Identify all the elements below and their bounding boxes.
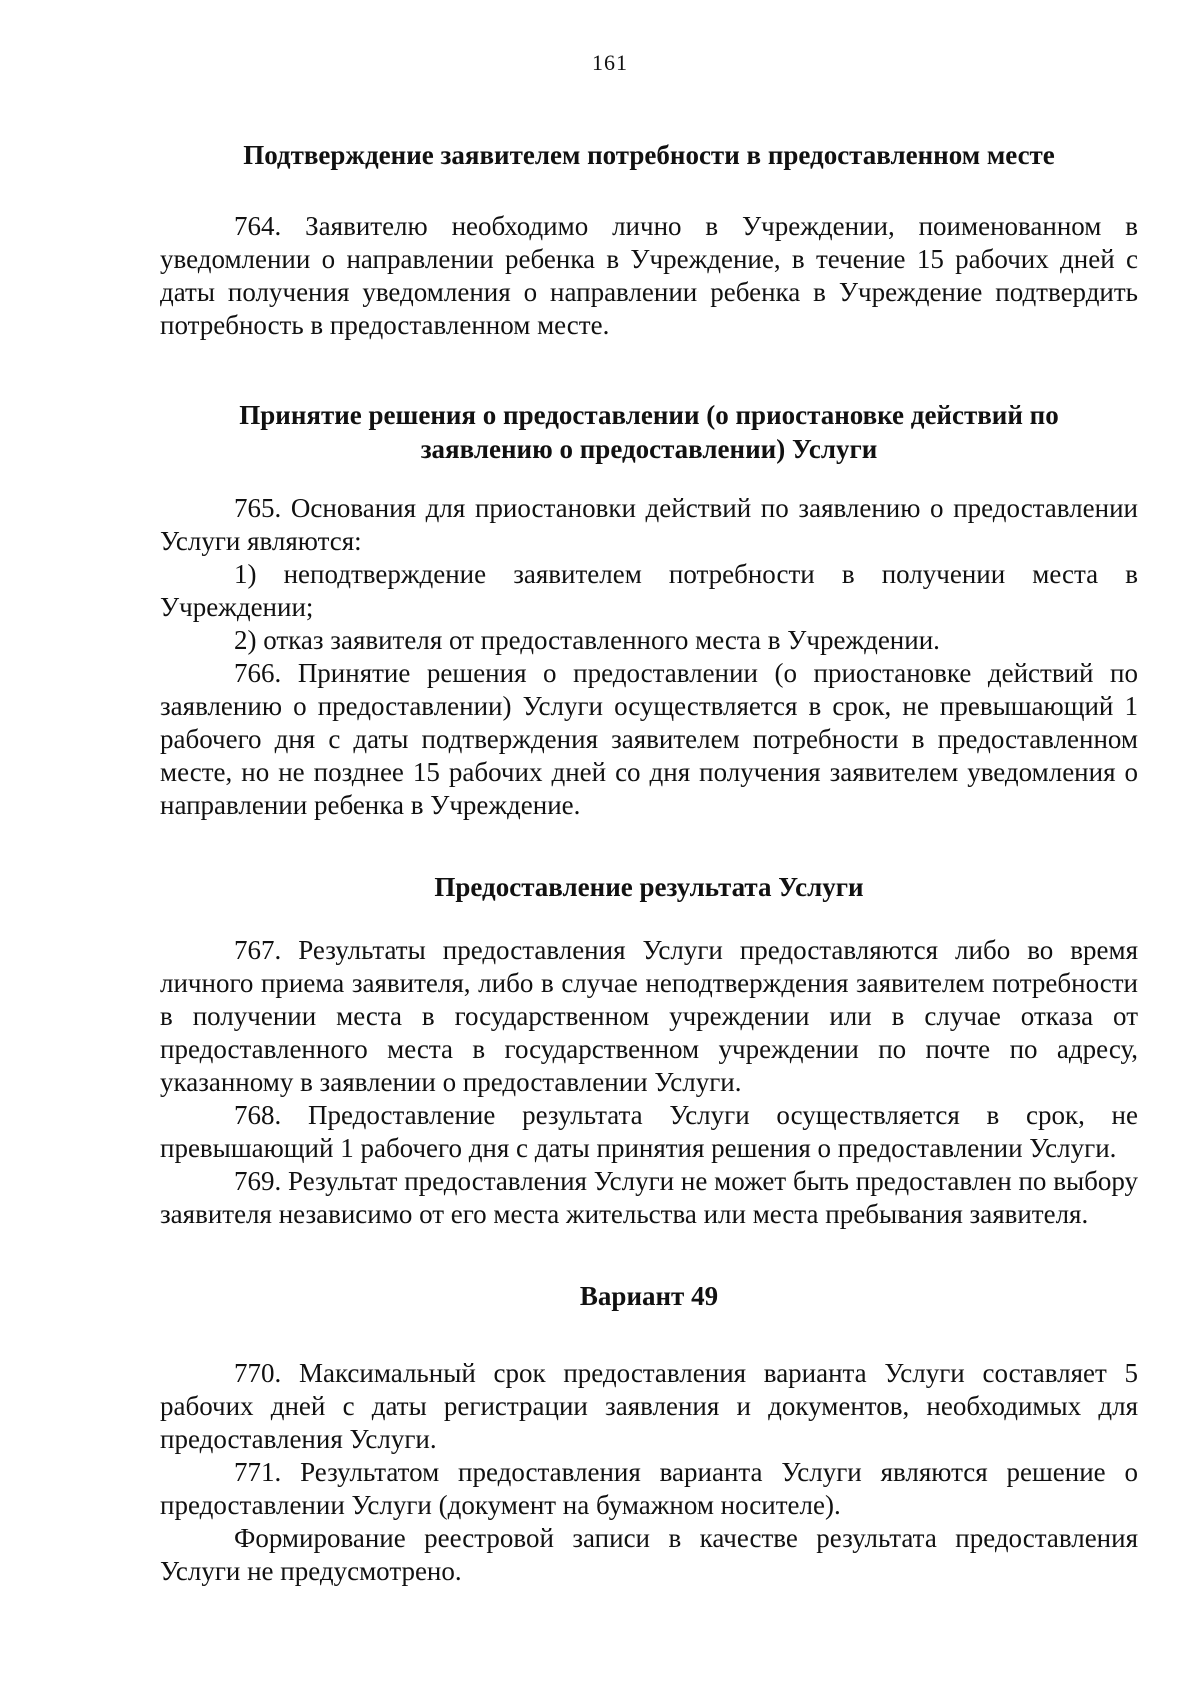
paragraph-770: 770. Максимальный срок предоставления варианта Услуги составляет 5 рабочих дней с даты регистрации заявления и документов, необходимых для предоставления Услуги. [160, 1358, 1138, 1454]
paragraph-764: 764. Заявителю необходимо лично в Учреждении, поименованном в уведомлении о направлении ребенка в Учреждение, в течение 15 рабочих дней с даты получения уведомления о направлении ребенка в Учреждение подтвердить потребность в предоставленном месте. [160, 211, 1138, 340]
document-body [160, 138, 1138, 1588]
section-heading-decision-line2: заявлению о предоставлении) Услуги [420, 434, 878, 464]
paragraph-765-item-1: 1) неподтверждение заявителем потребности в получении места в Учреждении; [160, 559, 1138, 622]
paragraph-765: 765. Основания для приостановки действий по заявлению о предоставлении Услуги являются: [160, 493, 1138, 556]
section-heading-result: Предоставление результата Услуги [434, 872, 864, 902]
paragraph-769: 769. Результат предоставления Услуги не может быть предоставлен по выбору заявителя независимо от его места жительства или места пребывания заявителя. [160, 1166, 1138, 1229]
section-heading-variant-49: Вариант 49 [579, 1281, 719, 1311]
section-heading-confirmation: Подтверждение заявителем потребности в предоставленном месте [243, 140, 1055, 170]
paragraph-768: 768. Предоставление результата Услуги осуществляется в срок, не превышающий 1 рабочего дня с даты принятия решения о предоставлении Услуги. [160, 1100, 1138, 1163]
section-heading-decision-line1: Принятие решения о предоставлении (о приостановке действий по [239, 400, 1059, 430]
paragraph-767: 767. Результаты предоставления Услуги предоставляются либо во время личного приема заявителя, либо в случае неподтверждения заявителем потребности в получении места в государственном учреждении или в случае отказа от предоставленного места в государственном учреждении по почте по адресу, указанному в заявлении о предоставлении Услуги. [160, 935, 1138, 1097]
paragraph-766: 766. Принятие решения о предоставлении (о приостановке действий по заявлению о предоставлении) Услуги осуществляется в срок, не превышающий 1 рабочего дня с даты подтверждения заявителем потребности в предоставленном месте, но не позднее 15 рабочих дней со дня получения заявителем уведомления о направлении ребенка в Учреждение. [160, 658, 1138, 820]
paragraph-771-note: Формирование реестровой записи в качестве результата предоставления Услуги не предусмотрено. [160, 1523, 1138, 1586]
page-number: 161 [592, 50, 628, 75]
paragraph-765-item-2: 2) отказ заявителя от предоставленного места в Учреждении. [234, 625, 940, 655]
paragraph-771: 771. Результатом предоставления варианта Услуги являются решение о предоставлении Услуги (документ на бумажном носителе). [160, 1457, 1138, 1520]
